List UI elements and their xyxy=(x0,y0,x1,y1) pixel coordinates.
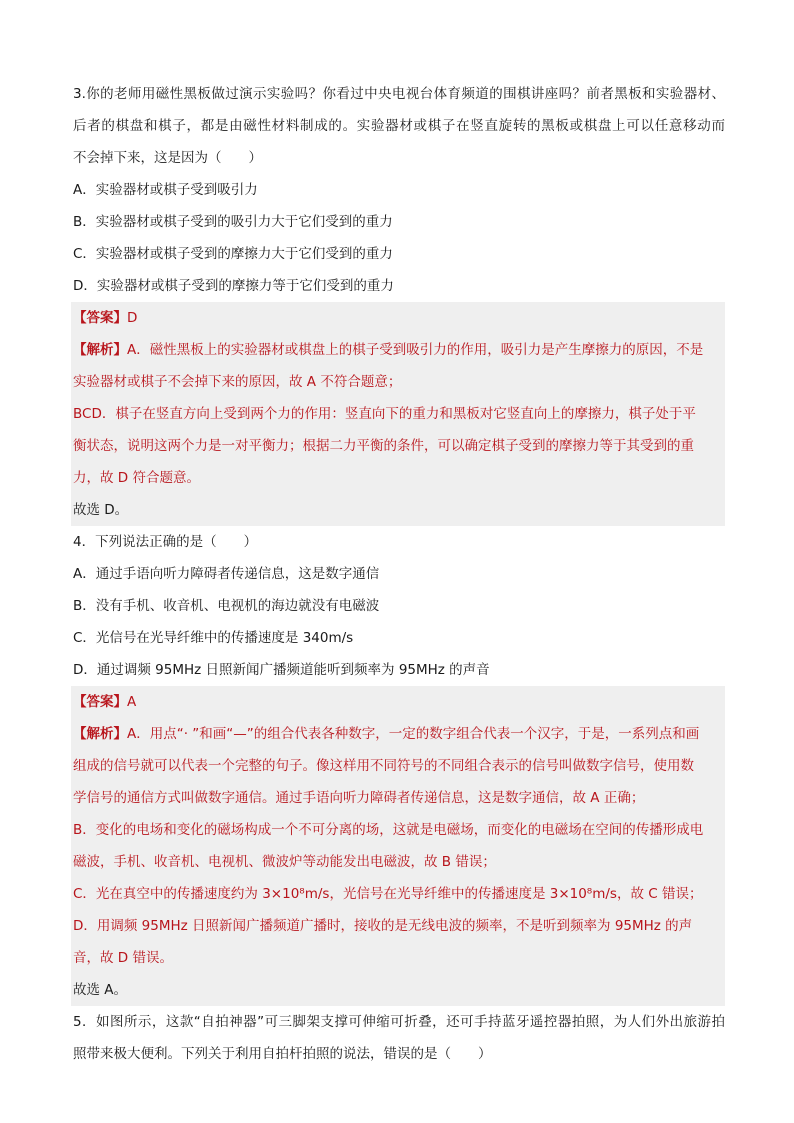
analysis-text: A．用点“· ”和画“—”的组合代表各种数字，一定的数字组合代表一个汉字，于是，一系列点和画 xyxy=(127,726,700,742)
analysis-line xyxy=(73,718,725,750)
analysis-line: 磁波，手机、收音机、电视机、微波炉等动能发出电磁波，故 B 错误； xyxy=(73,854,496,870)
document-page xyxy=(73,78,725,1070)
analysis-line: BCD．棋子在竖直方向上受到两个力的作用：竖直向下的重力和黑板对它竖直向上的摩擦力，棋子处于平 xyxy=(73,406,696,422)
question-stem-line: 照带来极大便利。下列关于利用自拍杆拍照的说法，错误的是（ ） xyxy=(73,1046,492,1062)
question-stem-line: 不会掉下来，这是因为（ ） xyxy=(73,150,262,166)
question-stem-line: 5．如图所示，这款“自拍神器”可三脚架支撑可伸缩可折叠，还可手持蓝牙遥控器拍照，为人们外出旅游拍 xyxy=(73,1014,725,1030)
option-a: A．通过手语向听力障碍者传递信息，这是数字通信 xyxy=(73,566,380,582)
analysis-line: B．变化的电场和变化的磁场构成一个不可分离的场，这就是电磁场，而变化的电磁场在空间的传播形成电 xyxy=(73,822,704,838)
analysis-text: A．磁性黑板上的实验器材或棋盘上的棋子受到吸引力的作用，吸引力是产生摩擦力的原因，不是 xyxy=(127,342,704,358)
analysis-line: C．光在真空中的传播速度约为 3×10⁸m/s，光信号在光导纤维中的传播速度是 3×10⁸m/s，故 C 错误； xyxy=(73,886,703,902)
option-d: D．通过调频 95MHz 日照新闻广播频道能听到频率为 95MHz 的声音 xyxy=(73,662,490,678)
conclusion-line: 故选 A。 xyxy=(73,982,128,998)
analysis-line: 衡状态，说明这两个力是一对平衡力；根据二力平衡的条件，可以确定棋子受到的摩擦力等于其受到的重 xyxy=(73,438,694,454)
analysis-line xyxy=(73,334,725,366)
answer-value: D xyxy=(127,310,138,326)
option-a: A．实验器材或棋子受到吸引力 xyxy=(73,182,258,198)
analysis-line: D．用调频 95MHz 日照新闻广播频道广播时，接收的是无线电波的频率，不是听到频率为 95MHz 的声 xyxy=(73,918,693,934)
answer-line xyxy=(73,686,725,718)
conclusion-line: 故选 D。 xyxy=(73,502,129,518)
question-stem-line: 后者的棋盘和棋子，都是由磁性材料制成的。实验器材或棋子在竖直旋转的黑板或棋盘上可以任意移动而 xyxy=(73,118,725,134)
question-stem-line: 3.你的老师用磁性黑板做过演示实验吗？你看过中央电视台体育频道的围棋讲座吗？前者黑板和实验器材、 xyxy=(73,86,725,102)
analysis-line: 力，故 D 符合题意。 xyxy=(73,470,200,486)
option-c: C．光信号在光导纤维中的传播速度是 340m/s xyxy=(73,630,354,646)
analysis-line: 实验器材或棋子不会掉下来的原因，故 A 不符合题意； xyxy=(73,374,402,390)
question-stem-line: 4．下列说法正确的是（ ） xyxy=(73,534,258,550)
option-b: B．实验器材或棋子受到的吸引力大于它们受到的重力 xyxy=(73,214,393,230)
option-b: B．没有手机、收音机、电视机的海边就没有电磁波 xyxy=(73,598,380,614)
analysis-line: 组成的信号就可以代表一个完整的句子。像这样用不同符号的不同组合表示的信号叫做数字信号，使用数 xyxy=(73,758,694,774)
answer-tag: 【答案】 xyxy=(73,310,127,326)
answer-line xyxy=(73,302,725,334)
question-5 xyxy=(73,1006,725,1070)
analysis-tag: 【解析】 xyxy=(73,342,127,358)
analysis-line: 音，故 D 错误。 xyxy=(73,950,173,966)
question-4 xyxy=(73,526,725,686)
answer-block-4 xyxy=(71,686,725,1006)
analysis-line: 学信号的通信方式叫做数字通信。通过手语向听力障碍者传递信息，这是数字通信，故 A 正确； xyxy=(73,790,645,806)
option-c: C．实验器材或棋子受到的摩擦力大于它们受到的重力 xyxy=(73,246,393,262)
question-3 xyxy=(73,78,725,302)
option-d: D．实验器材或棋子受到的摩擦力等于它们受到的重力 xyxy=(73,278,394,294)
answer-block-3 xyxy=(71,302,725,526)
answer-value: A xyxy=(127,694,137,710)
analysis-tag: 【解析】 xyxy=(73,726,127,742)
answer-tag: 【答案】 xyxy=(73,694,127,710)
